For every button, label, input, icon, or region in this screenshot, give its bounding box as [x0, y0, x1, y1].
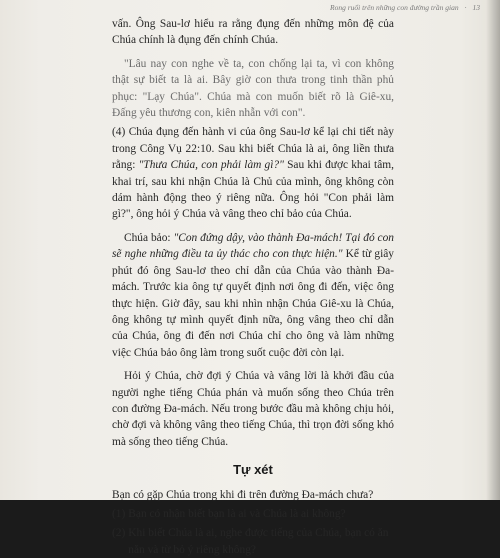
- paragraph-5: Hỏi ý Chúa, chờ đợi ý Chúa và vâng lời là khởi đầu của người nghe tiếng Chúa phán và muốn sống theo Chúa trên con đường Đa-mách. Nếu trong bước đầu mà không chịu hỏi, chờ đợi và không vâng theo tiếng Chúa, thì trọn đời sống khó mà sống theo tiếng Chúa.: [112, 370, 394, 448]
- item-number: (2): [112, 527, 126, 540]
- self-exam-item-1: [112, 506, 394, 522]
- paragraph-4: [112, 230, 394, 361]
- page-content: [112, 16, 394, 558]
- self-exam-question: Bạn có gặp Chúa trong khi đi trên đường Đa-mách chưa?: [112, 488, 374, 501]
- paragraph-4-rest: Kể từ giây phút đó ông Sau-lơ theo chỉ dẫn của Chúa vào thành Đa-mách. Trước kia ông tự quyết định nơi ông đi đến, việc ông thực hiện. Giờ đây, sau khi nhìn nhận Chúa Giê-xu là Chúa, ông không tự mình quyết định nữa, ông vâng theo chỉ dẫn của Chúa, ông đi đến nơi Chúa chỉ cho ông và làm những việc Chúa bảo ông làm trong suốt cuộc đời còn lại.: [112, 248, 394, 359]
- paragraph-3-text: (4) Chúa đụng đến hành vi của ông Sau-lơ kể lại chi tiết này trong Công Vụ 22:10. Sau khi biết Chúa là ai, ông liền thưa rằng:: [112, 126, 394, 172]
- section-title: Tự xét: [233, 462, 273, 478]
- paragraph-3-rest: Sau khi được khai tâm, khai trí, sau khi nhận Chúa là Chủ của mình, ông không còn dám hành động theo ý riêng nữa. Ông hỏi "Con phải làm gì?", ông hỏi ý Chúa và vâng theo chỉ bảo của Chúa.: [112, 159, 394, 221]
- paragraph-4-lead: Chúa bảo:: [124, 231, 171, 244]
- paragraph-3-quote: "Thưa Chúa, con phải làm gì?": [138, 159, 284, 172]
- running-title: Rong ruổi trên những con đường trần gian: [329, 3, 459, 12]
- item-text: Bạn có nhận biết bạn là ai và Chúa là ai không?: [128, 507, 346, 520]
- self-exam-item-2: [112, 525, 394, 558]
- item-text: Khi biết Chúa là ai, nghe được tiếng của Chúa, bạn có ăn năn và từ bỏ ý riêng không?: [128, 527, 389, 556]
- page-number: 13: [472, 3, 480, 12]
- paragraph-4-quote: "Con đứng dậy, vào thành Đa-mách! Tại đó con sẽ nghe những điều ta ủy thác cho con thực hiện.": [112, 231, 394, 261]
- running-header: Rong ruổi trên những con đường trần gian · 13: [329, 3, 480, 12]
- paragraph-3: [112, 124, 394, 222]
- paragraph-2: "Lâu nay con nghe về ta, con chống lại ta, vì con không thật sự biết ta là ai. Bây giờ con thưa trong tinh thần phủ phục: "Lạy Chúa". Chúa mà con muốn biết rõ là Giê-xu, Đấng yêu thương con, kiên nhẫn với con".: [112, 57, 394, 120]
- item-number: (1): [112, 507, 126, 520]
- page-edge-shadow: [486, 0, 500, 500]
- paragraph-1: vấn. Ông Sau-lơ hiểu ra rằng đụng đến những môn đệ của Chúa chính là đụng đến chính Chúa.: [112, 18, 394, 47]
